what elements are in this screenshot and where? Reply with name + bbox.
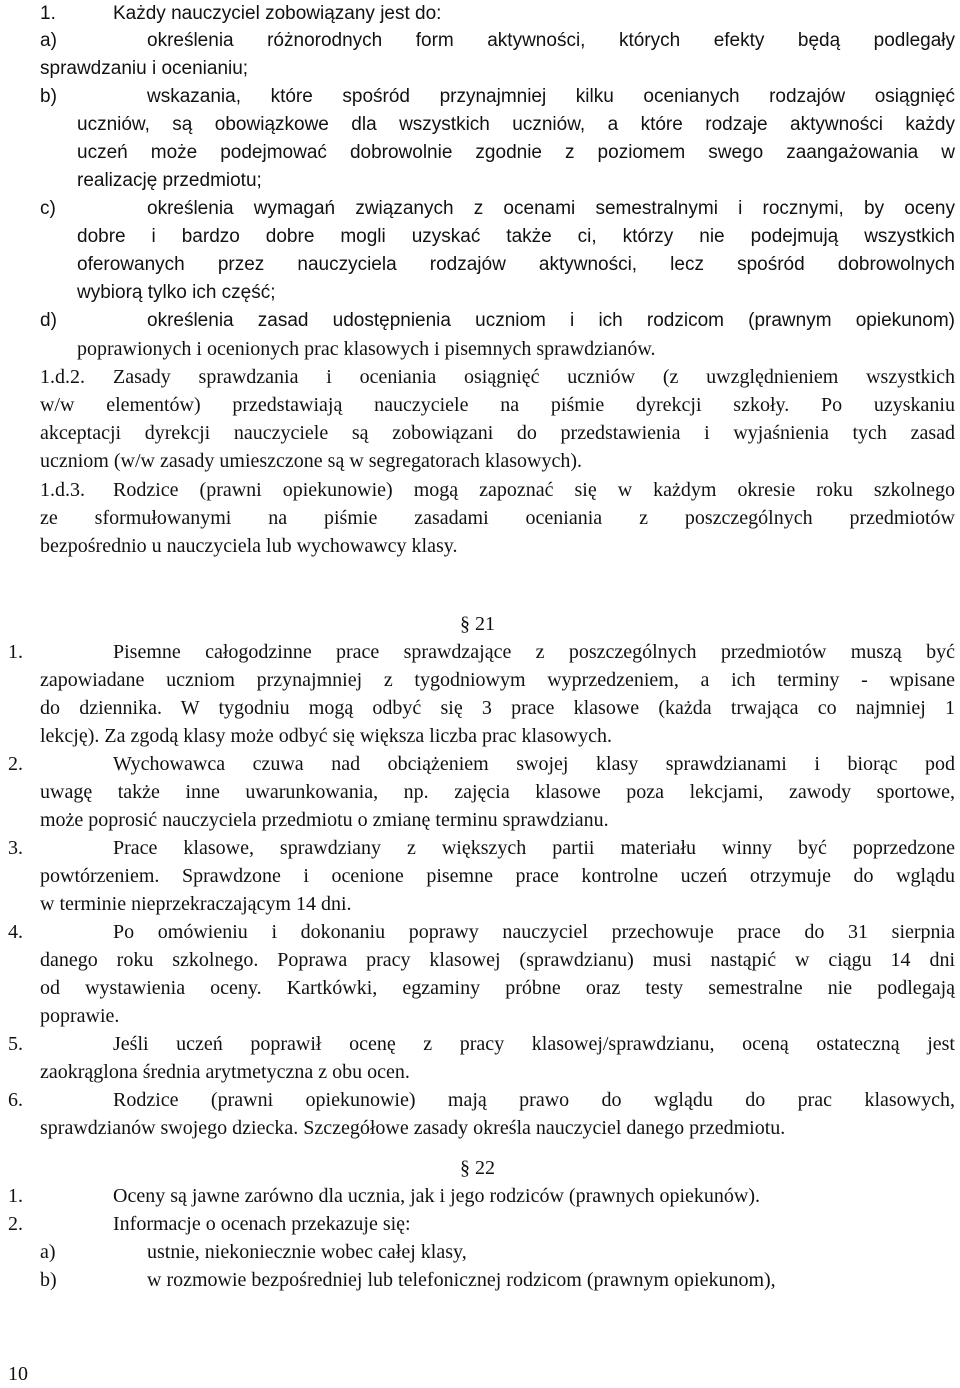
item-number: 2. bbox=[8, 753, 23, 775]
sub-item-line: określenia zasad udostępnienia uczniom i ich rodzicom (prawnym opiekunom) bbox=[147, 310, 955, 331]
item-line: do dziennika. W tygodniu mogą odbyć się 3 prace klasowe (każda trwająca co najmniej 1 bbox=[40, 697, 955, 719]
sub-item-b bbox=[0, 83, 960, 111]
sub-item-line: poprawionych i ocenionych prac klasowych i pisemnych sprawdzianów. bbox=[77, 338, 656, 360]
item-line: Po omówieniu i dokonaniu poprawy nauczyciel przechowuje prace do 31 sierpnia bbox=[113, 921, 955, 943]
paragraph-line: Zasady sprawdzania i oceniania osiągnięć uczniów (z uwzględnieniem wszystkich bbox=[113, 366, 955, 388]
item-number: 3. bbox=[8, 837, 23, 859]
paragraph-number: 1.d.2. bbox=[40, 366, 85, 388]
sub-item-line: określenia różnorodnych form aktywności, których efekty będą podlegały bbox=[147, 30, 955, 51]
sub-item-text: ustnie, niekoniecznie wobec całej klasy, bbox=[147, 1241, 467, 1263]
sub-item-line: realizację przedmiotu; bbox=[77, 170, 262, 191]
paragraph-line: Rodzice (prawni opiekunowie) mogą zapoznać się w każdym okresie roku szkolnego bbox=[113, 479, 955, 501]
item-line: sprawdzianów swojego dziecka. Szczegółowe zasady określa nauczyciel danego przedmiotu. bbox=[40, 1117, 786, 1139]
sub-item-b bbox=[0, 1266, 960, 1294]
item-number: 2. bbox=[8, 1213, 23, 1235]
paragraph-line: akceptacji dyrekcji nauczyciele są zobowiązani do przedstawienia i wyjaśnienia tych zasad bbox=[40, 422, 955, 444]
paragraph-1d3 bbox=[0, 476, 960, 504]
item-line: zaokrąglona średnia arytmetyczna z obu ocen. bbox=[40, 1061, 410, 1083]
item-line: Wychowawca czuwa nad obciążeniem swojej klasy sprawdzianami i biorąc pod bbox=[113, 753, 955, 775]
list-item-1 bbox=[0, 0, 960, 28]
sub-item-line: dobre i bardzo dobre mogli uzyskać także ci, którzy nie podejmują wszystkich bbox=[77, 226, 955, 247]
item-number: 6. bbox=[8, 1089, 23, 1111]
item-text: Oceny są jawne zarówno dla ucznia, jak i jego rodziców (prawnych opiekunów). bbox=[113, 1185, 760, 1207]
sub-item-line: wybiorą tylko ich część; bbox=[77, 282, 276, 303]
item-text: Informacje o ocenach przekazuje się: bbox=[113, 1213, 411, 1235]
paragraph-line: bezpośrednio u nauczyciela lub wychowawcy klasy. bbox=[40, 535, 458, 557]
list-item bbox=[0, 638, 960, 666]
sub-item-a bbox=[0, 27, 960, 55]
item-line: Prace klasowe, sprawdziany z większych partii materiału winny być poprzedzone bbox=[113, 837, 955, 859]
item-number: 5. bbox=[8, 1033, 23, 1055]
sub-item-line: oferowanych przez nauczyciela rodzajów aktywności, lecz spośród dobrowolnych bbox=[77, 254, 955, 275]
list-item bbox=[0, 750, 960, 778]
item-line: Pisemne całogodzinne prace sprawdzające z poszczególnych przedmiotów muszą być bbox=[113, 641, 955, 663]
sub-item-line: uczniów, są obowiązkowe dla wszystkich uczniów, a które rodzaje aktywności każdy bbox=[77, 114, 955, 135]
item-line: od wystawienia oceny. Kartkówki, egzaminy próbne oraz testy semestralne nie podlegają bbox=[40, 977, 955, 999]
section-heading-22 bbox=[0, 1154, 960, 1182]
list-item bbox=[0, 1182, 960, 1210]
item-text: Każdy nauczyciel zobowiązany jest do: bbox=[113, 3, 442, 24]
section-heading: § 22 bbox=[460, 1157, 495, 1179]
sub-item-a bbox=[0, 1238, 960, 1266]
item-number: 1. bbox=[40, 3, 56, 24]
item-line: powtórzeniem. Sprawdzone i ocenione pisemne prace kontrolne uczeń otrzymuje do wglądu bbox=[40, 865, 955, 887]
sub-item-c bbox=[0, 195, 960, 223]
sub-item-marker: b) bbox=[40, 86, 57, 107]
item-line: danego roku szkolnego. Poprawa pracy klasowej (sprawdzianu) musi nastąpić w ciągu 14 dni bbox=[40, 949, 955, 971]
item-line: poprawie. bbox=[40, 1005, 120, 1027]
list-item bbox=[0, 834, 960, 862]
item-line: lekcję). Za zgodą klasy może odbyć się większa liczba prac klasowych. bbox=[40, 725, 612, 747]
paragraph-1d2 bbox=[0, 363, 960, 391]
sub-item-line: sprawdzaniu i ocenianiu; bbox=[40, 58, 249, 79]
item-line: zapowiadane uczniom przynajmniej z tygodniowym wyprzedzeniem, a ich terminy - wpisane bbox=[40, 669, 955, 691]
list-item bbox=[0, 1210, 960, 1238]
list-item bbox=[0, 918, 960, 946]
item-line: w terminie nieprzekraczającym 14 dni. bbox=[40, 893, 352, 915]
sub-item-line: uczeń może podejmować dobrowolnie zgodnie z poziomem swego zaangażowania w bbox=[77, 142, 955, 163]
sub-item-line: określenia wymagań związanych z ocenami semestralnymi i rocznymi, by oceny bbox=[147, 198, 955, 219]
item-line: Rodzice (prawni opiekunowie) mają prawo do wglądu do prac klasowych, bbox=[113, 1089, 955, 1111]
paragraph-line: w/w elementów) przedstawiają nauczyciele na piśmie dyrekcji szkoły. Po uzyskaniu bbox=[40, 394, 955, 416]
paragraph-line: ze sformułowanymi na piśmie zasadami oceniania z poszczególnych przedmiotów bbox=[40, 507, 955, 529]
item-number: 1. bbox=[8, 1185, 23, 1207]
sub-item-marker: a) bbox=[40, 30, 57, 51]
item-line: Jeśli uczeń poprawił ocenę z pracy klasowej/sprawdzianu, oceną ostateczną jest bbox=[113, 1033, 955, 1055]
page-number: 10 bbox=[8, 1363, 28, 1385]
paragraph-number: 1.d.3. bbox=[40, 479, 85, 501]
sub-item-marker: b) bbox=[40, 1269, 57, 1291]
paragraph-line: uczniom (w/w zasady umieszczone są w segregatorach klasowych). bbox=[40, 450, 583, 472]
sub-item-marker: c) bbox=[40, 198, 56, 219]
item-number: 1. bbox=[8, 641, 23, 663]
section-heading: § 21 bbox=[460, 613, 495, 635]
item-number: 4. bbox=[8, 921, 23, 943]
list-item bbox=[0, 1086, 960, 1114]
sub-item-d bbox=[0, 307, 960, 335]
sub-item-text: w rozmowie bezpośredniej lub telefonicznej rodzicom (prawnym opiekunom), bbox=[147, 1269, 776, 1291]
sub-item-marker: a) bbox=[40, 1241, 56, 1263]
section-heading-21 bbox=[0, 610, 960, 638]
list-item bbox=[0, 1030, 960, 1058]
item-line: może poprosić nauczyciela przedmiotu o zmianę terminu sprawdzianu. bbox=[40, 809, 609, 831]
sub-item-marker: d) bbox=[40, 310, 57, 331]
sub-item-line: wskazania, które spośród przynajmniej kilku ocenianych rodzajów osiągnięć bbox=[147, 86, 955, 107]
item-line: uwagę także inne uwarunkowania, np. zajęcia klasowe poza lekcjami, zawody sportowe, bbox=[40, 781, 955, 803]
